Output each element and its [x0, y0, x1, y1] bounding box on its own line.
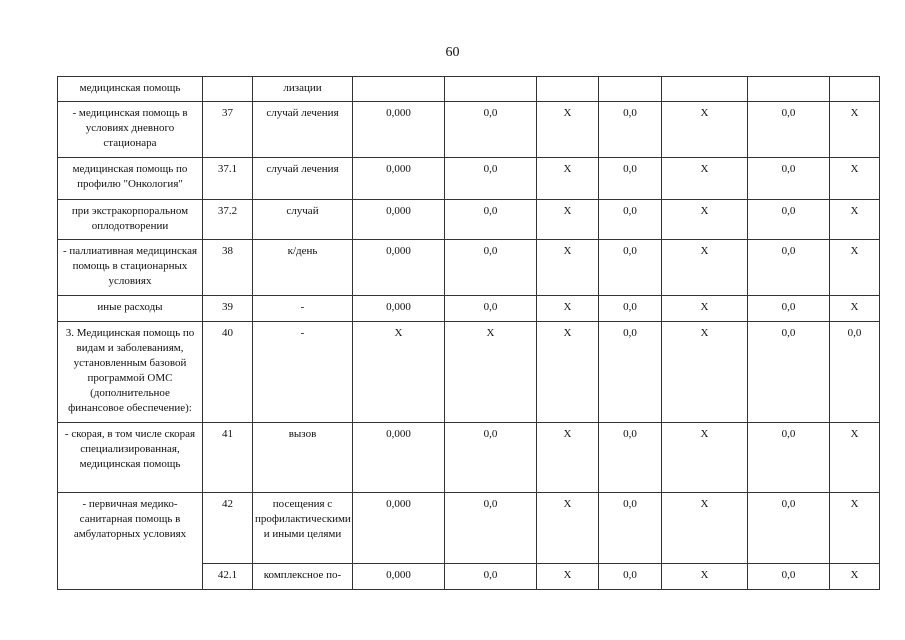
table-cell: 0,0	[599, 322, 662, 423]
table-cell: посещения с профилактическими и иными целями	[253, 493, 353, 564]
table-cell: 0,0	[445, 296, 537, 322]
table-cell: Х	[830, 296, 880, 322]
table-cell: к/день	[253, 240, 353, 296]
table-row	[58, 200, 880, 240]
table-cell: 0,0	[445, 200, 537, 240]
table-cell: - скорая, в том числе скорая специализированная, медицинская помощь	[58, 423, 203, 493]
table-cell: 0,0	[599, 564, 662, 590]
table-cell: случай	[253, 200, 353, 240]
table-cell: 0,000	[353, 158, 445, 200]
table-cell: случай лечения	[253, 158, 353, 200]
table-cell: - медицинская помощь в условиях дневного стационара	[58, 102, 203, 158]
table-cell: 0,0	[748, 200, 830, 240]
data-table	[57, 76, 880, 590]
table-cell: Х	[830, 102, 880, 158]
table-cell: Х	[445, 322, 537, 423]
table-cell: Х	[830, 200, 880, 240]
table-cell: -	[253, 296, 353, 322]
table-cell: 0,0	[748, 240, 830, 296]
table-cell: 0,0	[748, 322, 830, 423]
table-cell: - первичная медико-санитарная помощь в амбулаторных условиях	[58, 493, 203, 590]
table-cell: 0,0	[599, 296, 662, 322]
table-cell: 0,000	[353, 200, 445, 240]
table-cell: иные расходы	[58, 296, 203, 322]
table-cell: 0,0	[445, 493, 537, 564]
table-cell: Х	[537, 200, 599, 240]
table-cell: 0,0	[599, 102, 662, 158]
table-cell: лизации	[253, 77, 353, 102]
table-cell	[353, 77, 445, 102]
table-cell: 0,0	[445, 102, 537, 158]
table-cell: 0,0	[599, 200, 662, 240]
table-row	[58, 240, 880, 296]
table-cell: Х	[353, 322, 445, 423]
table-cell: случай лечения	[253, 102, 353, 158]
table-cell: Х	[662, 322, 748, 423]
table-cell	[662, 77, 748, 102]
table-cell: Х	[662, 102, 748, 158]
table-cell: Х	[537, 102, 599, 158]
table-cell: - паллиативная медицинская помощь в стационарных условиях	[58, 240, 203, 296]
table-cell: Х	[662, 564, 748, 590]
table-cell: Х	[830, 493, 880, 564]
table-cell: 0,0	[445, 564, 537, 590]
table-cell: 0,0	[748, 564, 830, 590]
table-cell: 3. Медицинская помощь по видам и заболеваниям, установленным базовой программой ОМС (дополнительное финансовое обеспечение):	[58, 322, 203, 423]
table-cell: 39	[203, 296, 253, 322]
table-cell: 0,0	[599, 423, 662, 493]
table-cell: комплексное по-	[253, 564, 353, 590]
table-cell: 0,000	[353, 493, 445, 564]
table-cell: медицинская помощь	[58, 77, 203, 102]
table-cell: Х	[830, 240, 880, 296]
table-cell: 0,0	[599, 158, 662, 200]
table-cell: 0,000	[353, 564, 445, 590]
table-row	[58, 158, 880, 200]
table-cell: 37.1	[203, 158, 253, 200]
table-cell: 0,0	[445, 240, 537, 296]
table-cell	[203, 77, 253, 102]
table-cell: 0,0	[748, 102, 830, 158]
table-cell: Х	[830, 423, 880, 493]
table-cell: 0,0	[445, 158, 537, 200]
table-cell: 0,000	[353, 240, 445, 296]
table-cell: 0,0	[599, 493, 662, 564]
table-cell: 0,000	[353, 102, 445, 158]
table-cell: Х	[537, 158, 599, 200]
table-row	[58, 493, 880, 564]
table-cell: 0,0	[445, 423, 537, 493]
table-cell: Х	[537, 493, 599, 564]
table-cell: Х	[662, 158, 748, 200]
table-cell: Х	[537, 322, 599, 423]
table-cell: Х	[662, 296, 748, 322]
table-cell: 37.2	[203, 200, 253, 240]
table-cell: 42.1	[203, 564, 253, 590]
table-cell: Х	[537, 564, 599, 590]
table-cell: 0,0	[748, 423, 830, 493]
table-cell: 37	[203, 102, 253, 158]
table-cell: Х	[537, 296, 599, 322]
table-cell: 0,000	[353, 296, 445, 322]
table-cell: 42	[203, 493, 253, 564]
table-cell	[830, 77, 880, 102]
table-cell: Х	[830, 158, 880, 200]
table-cell: Х	[662, 493, 748, 564]
table-cell: Х	[662, 423, 748, 493]
table-cell: Х	[830, 564, 880, 590]
page-number: 60	[445, 45, 460, 60]
table-row	[58, 102, 880, 158]
table-cell: 0,0	[748, 493, 830, 564]
table-cell	[748, 77, 830, 102]
table-row	[58, 322, 880, 423]
table-cell: вызов	[253, 423, 353, 493]
table-cell: 0,000	[353, 423, 445, 493]
table-cell: медицинская помощь по профилю "Онкология"	[58, 158, 203, 200]
table-cell: Х	[537, 423, 599, 493]
table-row	[58, 423, 880, 493]
table-cell	[599, 77, 662, 102]
table-cell: 0,0	[830, 322, 880, 423]
table-cell: Х	[537, 240, 599, 296]
table-cell: 0,0	[748, 158, 830, 200]
table-cell: 0,0	[748, 296, 830, 322]
table-cell	[537, 77, 599, 102]
table-cell: 0,0	[599, 240, 662, 296]
table-cell: -	[253, 322, 353, 423]
table-cell: 38	[203, 240, 253, 296]
table-row	[58, 77, 880, 102]
table-cell: при экстракорпоральном оплодотворении	[58, 200, 203, 240]
table-cell: 41	[203, 423, 253, 493]
table-cell: 40	[203, 322, 253, 423]
table-row	[58, 296, 880, 322]
table-cell: Х	[662, 240, 748, 296]
table-cell: Х	[662, 200, 748, 240]
table-cell	[445, 77, 537, 102]
